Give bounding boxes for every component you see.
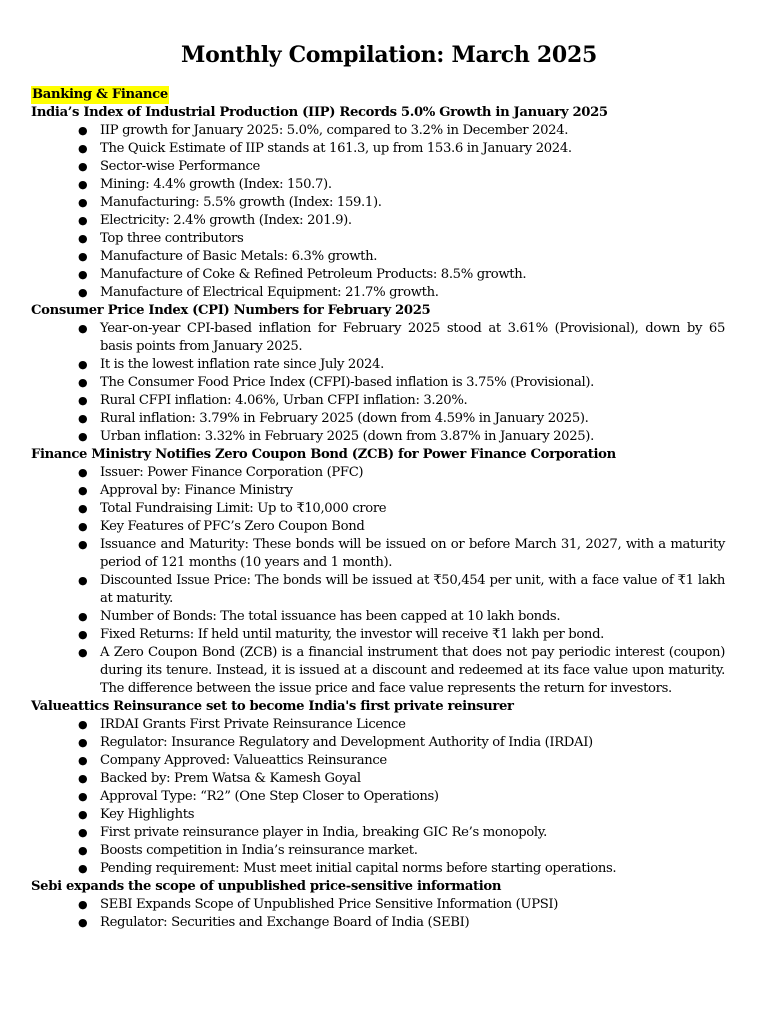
bullet-item: ● It is the lowest inflation rate since July 2024.	[31, 356, 725, 374]
bullet-item: ● Electricity: 2.4% growth (Index: 201.9).	[31, 212, 725, 230]
page-title: Monthly Compilation: March 2025	[181, 42, 597, 68]
bullet-item: ● Sector-wise Performance	[31, 158, 725, 176]
bullet-item: ● IIP growth for January 2025: 5.0%, compared to 3.2% in December 2024.	[31, 122, 725, 140]
bullet-item: ● Fixed Returns: If held until maturity, the investor will receive ₹1 lakh per bond.	[31, 626, 725, 644]
bullet-item: ● The Consumer Food Price Index (CFPI)-based inflation is 3.75% (Provisional).	[31, 374, 725, 392]
bullet-item: ● Top three contributors	[31, 230, 725, 248]
bullet-item: ● Issuance and Maturity: These bonds will be issued on or before March 31, 2027, with a maturity period of 121 months (10 years and 1 month).	[31, 536, 725, 572]
bullet-item: ● Key Features of PFC’s Zero Coupon Bond	[31, 518, 725, 536]
bullet-list	[31, 464, 725, 698]
bullet-item: ● Pending requirement: Must meet initial capital norms before starting operations.	[31, 860, 725, 878]
bullet-item: ● Regulator: Securities and Exchange Board of India (SEBI)	[31, 914, 725, 932]
bullet-item: ● Manufacture of Basic Metals: 6.3% growth.	[31, 248, 725, 266]
bullet-item: ● Company Approved: Valueattics Reinsurance	[31, 752, 725, 770]
bullet-item: ● Manufacture of Electrical Equipment: 21.7% growth.	[31, 284, 725, 302]
bullet-item: ● A Zero Coupon Bond (ZCB) is a financial instrument that does not pay periodic interest (coupon) during its tenure. Instead, it is issued at a discount and redeemed at its face value upon maturity. The difference between the issue price and face value represents the return for investors.	[31, 644, 725, 698]
section-heading: Sebi expands the scope of unpublished price-sensitive information	[31, 879, 502, 894]
bullet-item: ● IRDAI Grants First Private Reinsurance Licence	[31, 716, 725, 734]
section-heading: India’s Index of Industrial Production (IIP) Records 5.0% Growth in January 2025	[31, 105, 608, 120]
bullet-list	[31, 716, 725, 878]
bullet-item: ● Year-on-year CPI-based inflation for February 2025 stood at 3.61% (Provisional), down by 65 basis points from January 2025.	[31, 320, 725, 356]
bullet-item: ● The Quick Estimate of IIP stands at 161.3, up from 153.6 in January 2024.	[31, 140, 725, 158]
bullet-item: ● Mining: 4.4% growth (Index: 150.7).	[31, 176, 725, 194]
bullet-item: ● Regulator: Insurance Regulatory and Development Authority of India (IRDAI)	[31, 734, 725, 752]
bullet-item: ● Manufacture of Coke & Refined Petroleum Products: 8.5% growth.	[31, 266, 725, 284]
bullet-item: ● Number of Bonds: The total issuance has been capped at 10 lakh bonds.	[31, 608, 725, 626]
document-body	[31, 86, 725, 932]
bullet-list	[31, 320, 725, 446]
bullet-item: ● Key Highlights	[31, 806, 725, 824]
section-heading: Valueattics Reinsurance set to become India's first private reinsurer	[31, 699, 514, 714]
bullet-item: ● First private reinsurance player in India, breaking GIC Re’s monopoly.	[31, 824, 725, 842]
bullet-item: ● Backed by: Prem Watsa & Kamesh Goyal	[31, 770, 725, 788]
section-heading: Consumer Price Index (CPI) Numbers for February 2025	[31, 303, 431, 318]
bullet-item: ● SEBI Expands Scope of Unpublished Price Sensitive Information (UPSI)	[31, 896, 725, 914]
bullet-item: ● Total Fundraising Limit: Up to ₹10,000 crore	[31, 500, 725, 518]
bullet-item: ● Rural inflation: 3.79% in February 2025 (down from 4.59% in January 2025).	[31, 410, 725, 428]
bullet-item: ● Boosts competition in India’s reinsurance market.	[31, 842, 725, 860]
bullet-item: ● Manufacturing: 5.5% growth (Index: 159.1).	[31, 194, 725, 212]
bullet-item: ● Urban inflation: 3.32% in February 2025 (down from 3.87% in January 2025).	[31, 428, 725, 446]
bullet-item: ● Approval Type: “R2” (One Step Closer to Operations)	[31, 788, 725, 806]
bullet-item: ● Discounted Issue Price: The bonds will be issued at ₹50,454 per unit, with a face value of ₹1 lakh at maturity.	[31, 572, 725, 608]
bullet-list	[31, 122, 725, 302]
section-heading: Finance Ministry Notifies Zero Coupon Bond (ZCB) for Power Finance Corporation	[31, 447, 616, 462]
bullet-item: ● Issuer: Power Finance Corporation (PFC)	[31, 464, 725, 482]
category-line	[31, 86, 725, 104]
bullet-item: ● Approval by: Finance Ministry	[31, 482, 725, 500]
bullet-item: ● Rural CFPI inflation: 4.06%, Urban CFPI inflation: 3.20%.	[31, 392, 725, 410]
category-label: Banking & Finance	[32, 87, 168, 102]
bullet-list	[31, 896, 725, 932]
